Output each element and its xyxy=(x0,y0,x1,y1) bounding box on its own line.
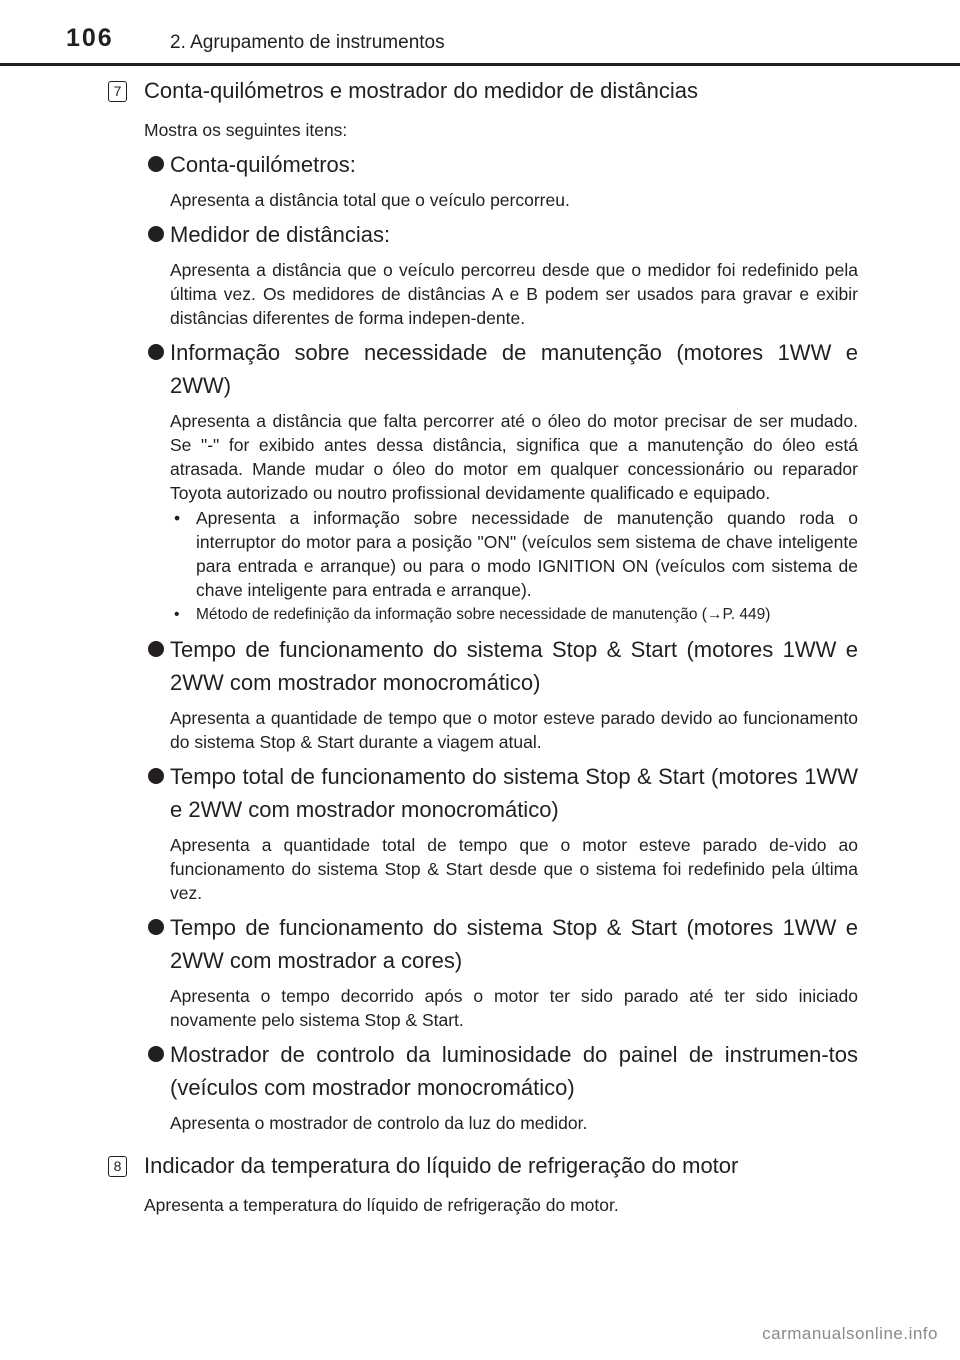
section-8-intro: Apresenta a temperatura do líquido de refrigeração do motor. xyxy=(144,1194,619,1215)
list-item xyxy=(108,336,858,627)
bullet-icon xyxy=(148,919,164,935)
item-heading xyxy=(108,760,858,826)
item-heading xyxy=(108,1038,858,1104)
item-description: Apresenta a distância total que o veículo percorreu. xyxy=(170,190,570,210)
item-description: Apresenta o mostrador de controlo da luz do medidor. xyxy=(170,1112,588,1133)
item-title: Tempo de funcionamento do sistema Stop & Start (motores 1WW e 2WW com mostrador a cores) xyxy=(170,914,858,973)
sub-bullet-icon: • xyxy=(174,606,180,623)
watermark: carmanualsonline.info xyxy=(762,1324,938,1343)
list-item xyxy=(108,148,858,212)
page-content xyxy=(108,76,858,1217)
bullet-icon xyxy=(148,226,164,242)
number-8-icon: 8 xyxy=(108,1156,127,1177)
item-heading xyxy=(108,633,858,699)
sub-item-reference[interactable] xyxy=(170,604,858,627)
sub-list xyxy=(108,506,858,627)
list-item xyxy=(108,1038,858,1135)
bullet-icon xyxy=(148,344,164,360)
list-item xyxy=(108,218,858,330)
bullet-icon xyxy=(148,1046,164,1062)
item-title: Medidor de distâncias: xyxy=(170,222,391,247)
list-item xyxy=(108,911,858,1032)
list-item xyxy=(108,760,858,905)
list-item xyxy=(108,633,858,754)
item-description: Apresenta a distância que o veículo percorreu desde que o medidor foi redefinido pela última vez. Os medidores de distâncias A e B podem ser usados para gravar e exibir distâncias diferentes de forma indepen-dente. xyxy=(170,260,858,328)
item-heading xyxy=(108,148,858,181)
item-title: Tempo de funcionamento do sistema Stop & Start (motores 1WW e 2WW com mostrador monocromático) xyxy=(170,636,858,695)
section-title: 2. Agrupamento de instrumentos xyxy=(170,32,445,53)
bullet-icon xyxy=(148,641,164,657)
section-8 xyxy=(108,1151,858,1217)
item-title: Mostrador de controlo da luminosidade do painel de instrumen-tos (veículos com mostrador monocromático) xyxy=(170,1041,858,1100)
section-7-heading xyxy=(108,76,858,106)
sub-item-text: Apresenta a informação sobre necessidade de manutenção quando roda o interruptor do motor para a posição "ON" (veículos sem sistema de chave inteligente para entrada e arranque) ou para o modo IGNITION ON (veículos com sistema de chave inteligente para entrada e arranque). xyxy=(196,508,858,600)
item-description: Apresenta a distância que falta percorrer até o óleo do motor precisar de ser mudado. Se "-" for exibido antes dessa distância, significa que a manutenção do óleo está atrasada. Mande mudar o óleo do motor em qualquer concessionário ou reparador Toyota autorizado ou noutro profissional devidamente qualificado e equipado. xyxy=(170,411,858,503)
page-header xyxy=(0,0,960,64)
item-title: Tempo total de funcionamento do sistema Stop & Start (motores 1WW e 2WW com mostrador monocromático) xyxy=(170,763,858,822)
section-7-title: Conta-quilómetros e mostrador do medidor de distâncias xyxy=(144,78,698,103)
sub-item xyxy=(170,506,858,602)
bullet-icon xyxy=(148,156,164,172)
header-divider xyxy=(0,63,960,66)
sub-bullet-icon: • xyxy=(174,508,181,528)
item-heading xyxy=(108,336,858,402)
page-number: 106 xyxy=(66,24,114,52)
section-8-heading xyxy=(108,1151,858,1181)
item-title: Informação sobre necessidade de manutenção (motores 1WW e 2WW) xyxy=(170,340,858,398)
item-heading xyxy=(108,218,858,251)
item-description: Apresenta a quantidade de tempo que o motor esteve parado devido ao funcionamento do sistema Stop & Start durante a viagem atual. xyxy=(170,707,858,752)
item-description: Apresenta o tempo decorrido após o motor ter sido parado até ter sido iniciado novamente pelo sistema Stop & Start. xyxy=(170,985,858,1030)
item-title: Conta-quilómetros: xyxy=(170,152,356,177)
item-description: Apresenta a quantidade total de tempo que o motor esteve parado de-vido ao funcionamento do sistema Stop & Start desde que o sistema foi redefinido pela última vez. xyxy=(170,834,858,903)
section-7-intro: Mostra os seguintes itens: xyxy=(144,120,348,140)
bullet-icon xyxy=(148,768,164,784)
number-7-icon: 7 xyxy=(108,81,127,102)
item-heading xyxy=(108,911,858,977)
section-8-title: Indicador da temperatura do líquido de refrigeração do motor xyxy=(144,1152,739,1178)
sub-item-text: Método de redefinição da informação sobre necessidade de manutenção (→P. 449) xyxy=(196,606,771,623)
